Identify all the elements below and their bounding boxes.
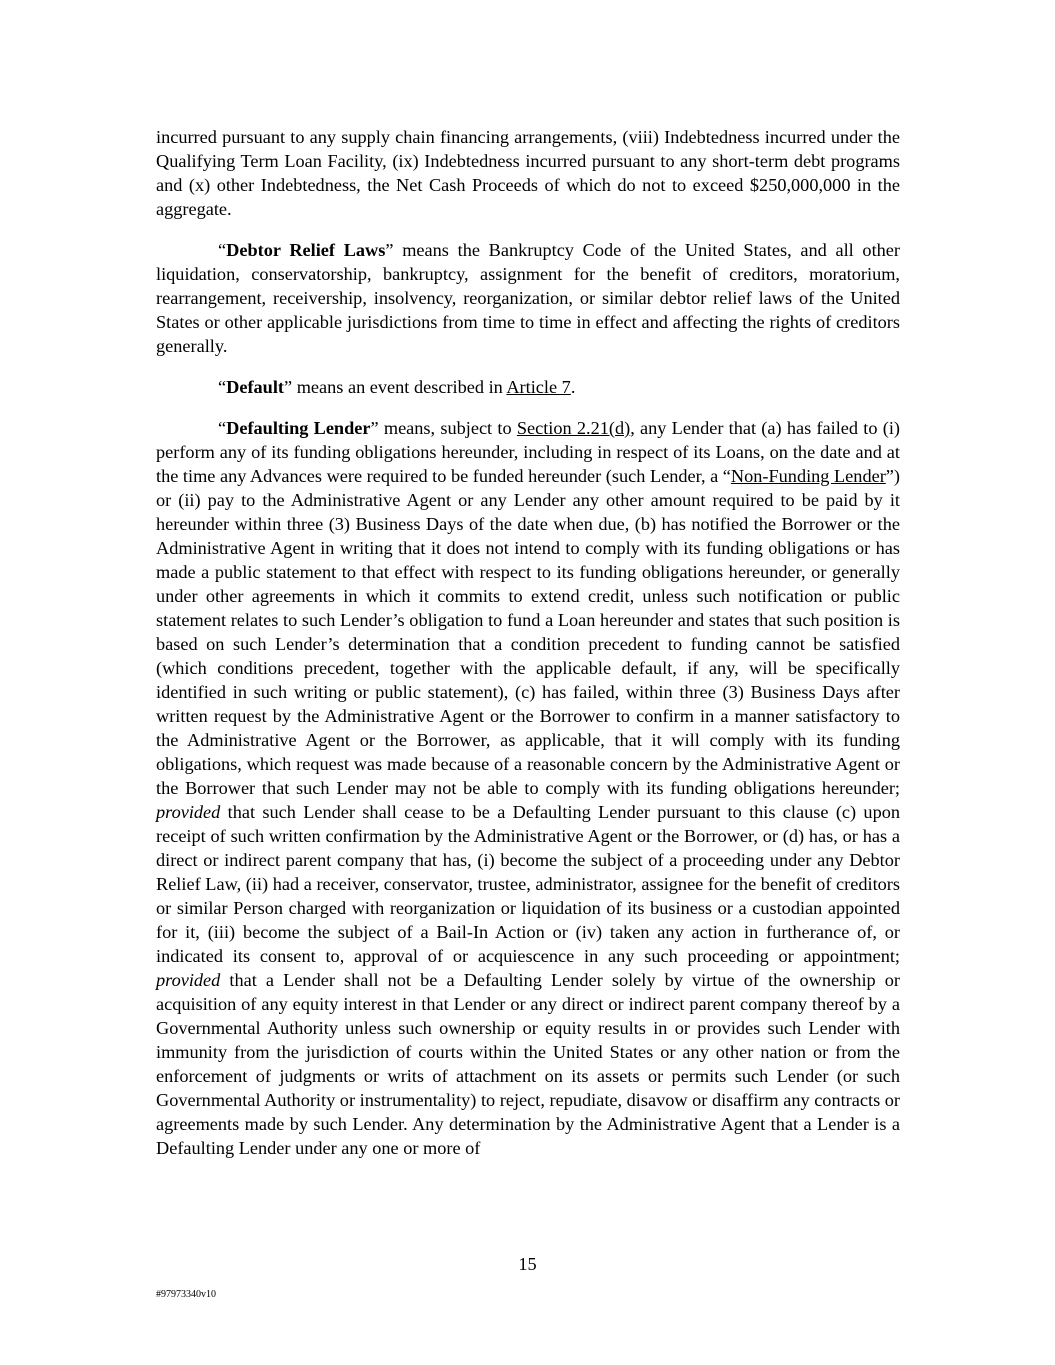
defined-term-non-funding-lender: Non-Funding Lender xyxy=(730,466,886,486)
cross-reference-article-7: Article 7 xyxy=(506,377,571,397)
definition-default xyxy=(156,375,900,399)
proviso-term: provided xyxy=(156,970,221,990)
definition-defaulting-lender xyxy=(156,416,900,1160)
definition-text: ” means an event described in xyxy=(284,377,507,397)
definition-text: that such Lender shall cease to be a Defaulting Lender pursuant to this clause (c) upon receipt of such written confirmation by the Administrative Agent or the Borrower, or (d) has, or has a direct or indirect parent company that has, (i) become the subject of a proceeding under any Debtor Relief Law, (ii) had a receiver, conservator, trustee, administrator, assignee for the benefit of creditors or similar Person charged with reorganization or liquidation of its business or a custodian appointed for it, (iii) become the subject of a Bail-In Action or (iv) taken any action in furtherance of, or indicated its consent to, approval of or acquiescence in any such proceeding or appointment; xyxy=(156,802,900,966)
definition-text: ”) or (ii) pay to the Administrative Agent or any Lender any other amount required to be paid by it hereunder within three (3) Business Days of the date when due, (b) has notified the Borrower or the Administrative Agent in writing that it does not intend to comply with its funding obligations or has made a public statement to that effect with respect to its funding obligations hereunder, or generally under other agreements in which it commits to extend credit, unless such notification or public statement relates to such Lender’s obligation to fund a Loan hereunder and states that such position is based on such Lender’s determination that a condition precedent to funding cannot be satisfied (which conditions precedent, together with the applicable default, if any, will be specifically identified in such writing or public statement), (c) has failed, within three (3) Business Days after written request by the Administrative Agent or the Borrower to confirm in a manner satisfactory to the Administrative Agent or the Borrower, as applicable, that it will comply with its funding obligations, which request was made because of a reasonable concern by the Administrative Agent or the Borrower that such Lender may not be able to comply with its funding obligations hereunder; xyxy=(156,466,900,798)
cross-reference-section-2-21-d: Section 2.21(d) xyxy=(516,418,631,438)
definition-text: ” means the Bankruptcy Code of the United States, and all other liquidation, conservatorship, bankruptcy, assignment for the benefit of creditors, moratorium, rearrangement, receivership, insolvency, reorganization, or similar debtor relief laws of the United States or other applicable jurisdictions from time to time in effect and affecting the rights of creditors generally. xyxy=(156,240,900,356)
paragraph-text: incurred pursuant to any supply chain financing arrangements, (viii) Indebtedness incurred under the Qualifying Term Loan Facility, (ix) Indebtedness incurred pursuant to any short-term debt programs and (x) other Indebtedness, the Net Cash Proceeds of which do not to exceed $250,000,000 in the aggregate. xyxy=(156,127,900,219)
definition-text: that a Lender shall not be a Defaulting Lender solely by virtue of the ownership or acquisition of any equity interest in that Lender or any direct or indirect parent company thereof by a Governmental Authority unless such ownership or equity results in or provides such Lender with immunity from the jurisdiction of courts within the United States or any other nation or from the enforcement of judgments or writs of attachment on its assets or permits such Lender (or such Governmental Authority or instrumentality) to reject, repudiate, disavow or disaffirm any contracts or agreements made by such Lender. Any determination by the Administrative Agent that a Lender is a Defaulting Lender under any one or more of xyxy=(156,970,900,1158)
definition-text: , any Lender that (a) has failed to (i) perform any of its funding obligations hereunder, including in respect of its Loans, on the date and at the time any Advances were required to be funded hereunder (such Lender, a “ xyxy=(156,418,900,486)
defined-term: Default xyxy=(226,377,285,397)
definition-debtor-relief-laws xyxy=(156,238,900,358)
proviso-term: provided xyxy=(156,802,221,822)
defined-term: Defaulting Lender xyxy=(226,418,371,438)
document-body xyxy=(156,125,900,1177)
paragraph-indebtedness-continuation xyxy=(156,125,900,221)
definition-text-end: . xyxy=(570,377,576,397)
open-quote: “ xyxy=(218,240,227,260)
open-quote: “ xyxy=(218,377,227,397)
open-quote: “ xyxy=(218,418,227,438)
page-number: 15 xyxy=(518,1254,537,1274)
defined-term: Debtor Relief Laws xyxy=(226,240,386,260)
definition-text: ” means, subject to xyxy=(370,418,517,438)
document-id: #97973340v10 xyxy=(156,1289,216,1300)
